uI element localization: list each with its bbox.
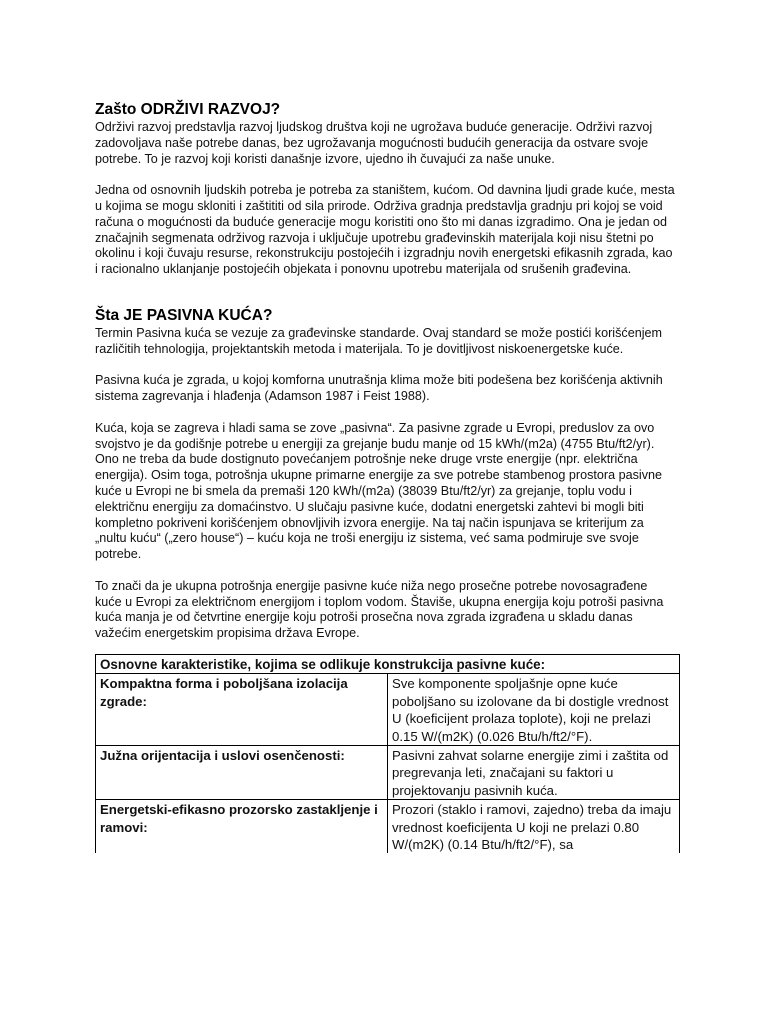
paragraph-gap (95, 405, 675, 421)
table-row-label: Energetski-efikasno prozorsko zastakljenje i ramovi: (96, 800, 388, 854)
characteristics-table (95, 654, 680, 853)
document-content (95, 100, 675, 853)
paragraph: Termin Pasivna kuća se vezuje za građevinske standarde. Ovaj standard se može postići korišćenjem različitih tehnologija, projektantskih metoda i materijala. To je dovitljivost niskoenergetske kuće. (95, 325, 662, 356)
table-row (96, 674, 680, 746)
paragraph-gap (95, 563, 675, 579)
table-row-label: Kompaktna forma i poboljšana izolacija zgrade: (96, 674, 388, 746)
paragraph: Jedna od osnovnih ljudskih potreba je potreba za staništem, kućom. Od davnina ljudi grade kuće, mesta u kojima se mogu skloniti i zaštititi od sila prirode. Održiva gradnja predstavlja gradnju pri kojoj se void računa o mogućnosti da buduće generacije mogu koristiti ono što mi danas izgradimo. Ona je jedan od značajnih segmenata održivog razvoja i uključuje upotrebu građevinskih materijala koji nisu štetni po okolinu i koji čuvaju resurse, rekonstrukciju postojećih i izgradnju novih energetski efikasnih zgrada, kao i racionalno uklanjanje postojećih objekata i ponovnu upotrebu materijala od srušenih građevina. (95, 183, 675, 277)
paragraph: Kuća, koja se zagreva i hladi sama se zove „pasivna“. Za pasivne zgrade u Evropi, preduslov za ovo svojstvo je da godišnje potrebe u energiji za grejanje budu manje od 15 kWh/(m2a) (4755 Btu/ft2/yr). Ono ne treba da bude dostignuto povećanjem potrošnje neke druge vrste energije (npr. električna energija). Osim toga, potrošnja ukupne primarne energije za sve potrebe stambenog prostora pasivne kuće u Evropi ne bi smela da premaši 120 kWh/(m2a) (38039 Btu/ft2/yr) za grejanje, toplu vodu i električnu energiju za domaćinstvo. U slučaju pasivne kuće, dodatni energetski zahtevi bi mogli biti kompletno pokriveni korišćenjem obnovljivih izvora energije. Na taj način ispunjava se kriterijum za „nultu kuću“ („zero house“) – kuću koja ne troši energiju iz sistema, već sama podmiruje sve svoje potrebe. (95, 420, 663, 562)
table-header: Osnovne karakteristike, kojima se odlikuje konstrukcija pasivne kuće: (96, 654, 680, 673)
table-row-label: Južna orijentacija i uslovi osenčenosti: (96, 745, 388, 799)
section-title-passive-house: Šta JE PASIVNA KUĆA? (95, 306, 273, 324)
table-header-row (96, 654, 680, 673)
table-row-value: Sve komponente spoljašnje opne kuće poboljšano su izolovane da bi dostigle vrednost U (koeficijent prolaza toplote), koji ne prelazi 0.15 W/(m2K) (0.026 Btu/h/ft2/°F). (388, 674, 680, 746)
paragraph: Održivi razvoj predstavlja razvoj ljudskog društva koji ne ugrožava buduće generacije. Održivi razvoj zadovoljava naše potrebe danas, bez ugrožavanja mogućnosti budućih generacija da ostvare svoje potrebe. To je razvoj koji koristi današnje izvore, ujedno ih čuvajući za naše unuke. (95, 120, 653, 166)
paragraph: Pasivna kuća je zgrada, u kojoj komforna unutrašnja klima može biti podešena bez korišćenja aktivnih sistema zagrevanja i hlađenja (Adamson 1987 i Feist 1988). (95, 373, 663, 404)
section-title-sustainable-development: Zašto ODRŽIVI RAZVOJ? (95, 101, 281, 118)
paragraph-gap (95, 167, 675, 183)
table-row (96, 745, 680, 799)
table-row-value: Prozori (staklo i ramovi, zajedno) treba da imaju vrednost koeficijenta U koji ne prelazi 0.80 W/(m2K) (0.14 Btu/h/ft2/°F), sa (388, 800, 680, 854)
table-row (96, 800, 680, 854)
paragraph-gap (95, 358, 675, 374)
paragraph: To znači da je ukupna potrošnja energije pasivne kuće niža nego prosečne potrebe novosagrađene kuće u Evropi za električnom energijom i toplom vodom. Štaviše, ukupna energija koju potroši pasivna kuća manja je od četvrtine energije koju potroši prosečna nova zgrada izgrađena u skladu danas važećim energetskim propisima država Evrope. (95, 578, 664, 641)
table-row-value: Pasivni zahvat solarne energije zimi i zaštita od pregrevanja leti, značajani su faktori u projektovanju pasivnih kuća. (388, 745, 680, 799)
